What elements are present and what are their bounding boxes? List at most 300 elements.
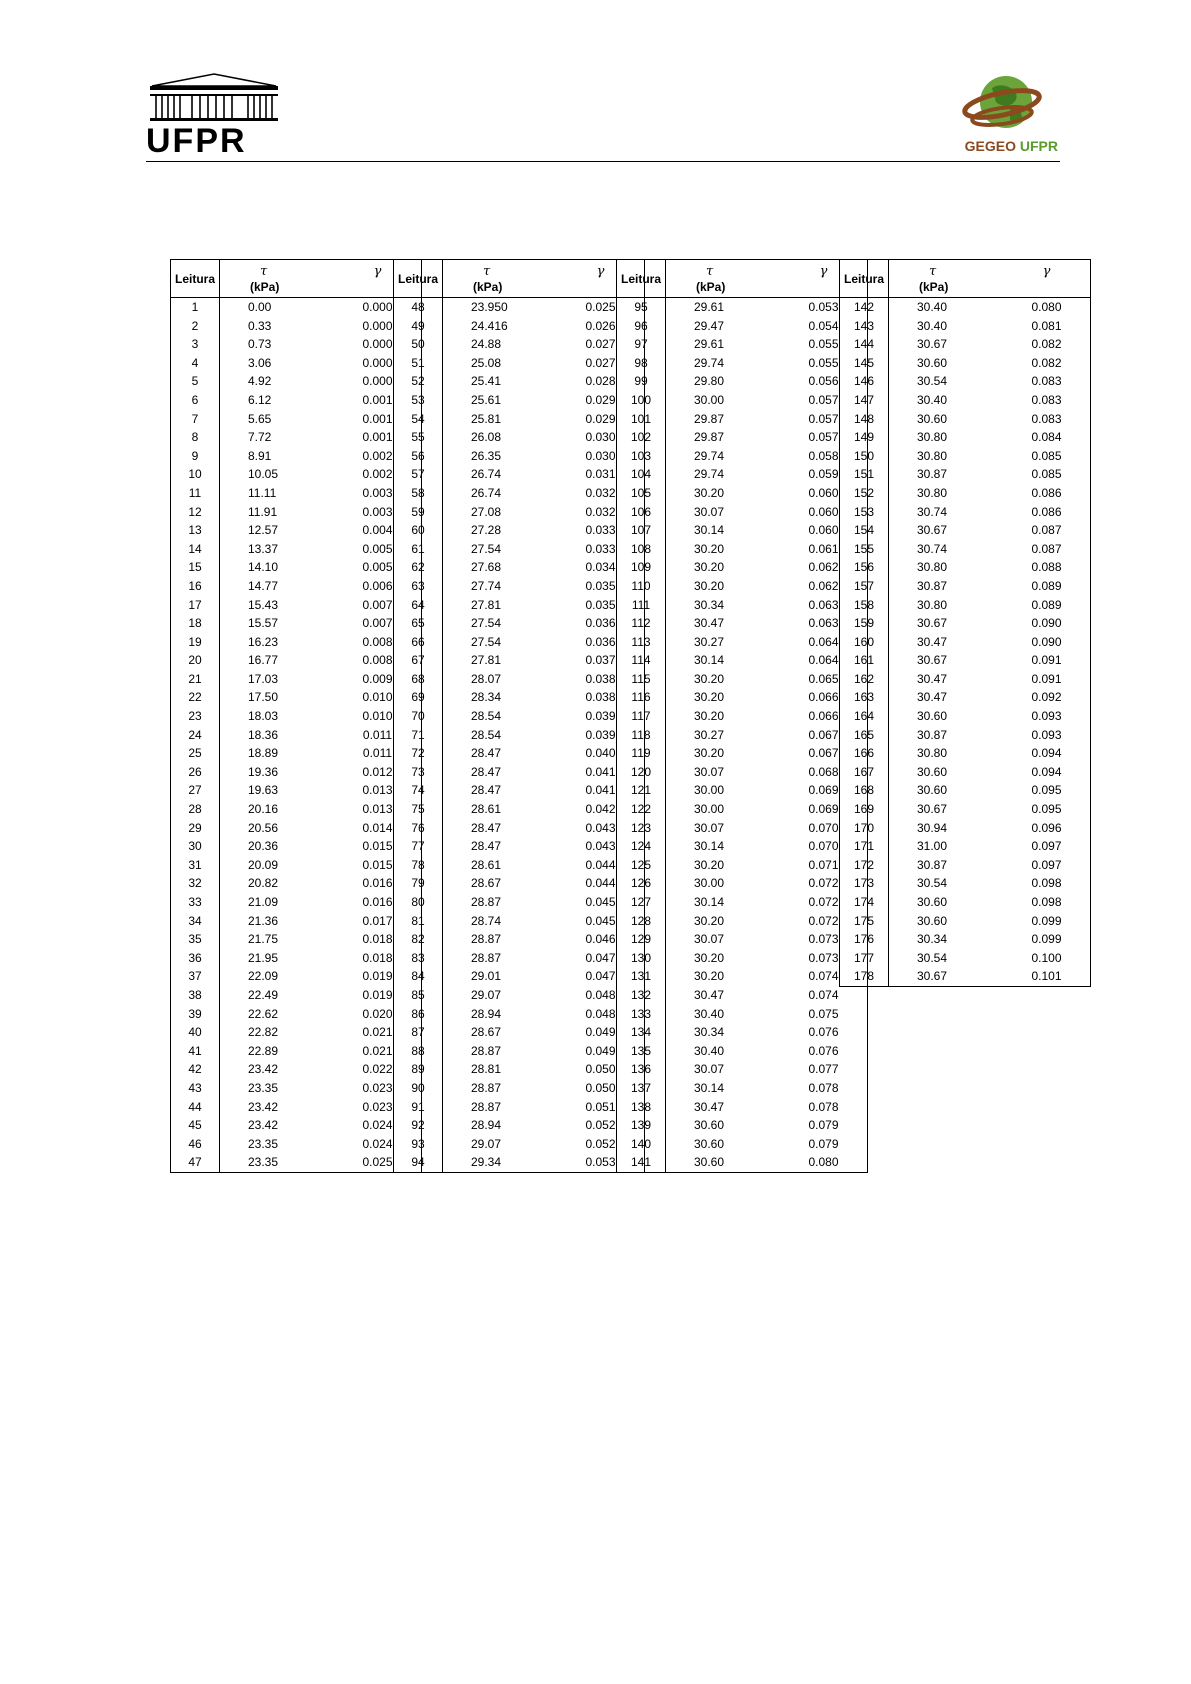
table-row [171,874,422,893]
table-row [394,912,645,931]
table-row [171,465,422,484]
gegeo-logo-text: GEGEO UFPR [964,138,1058,154]
reading-cell: 167 [840,763,889,782]
tau-cell: 30.40 [917,318,948,333]
table-row [171,391,422,410]
reading-cell: 59 [394,503,443,522]
tau-cell: 29.07 [471,1136,502,1151]
table-row [840,503,1091,522]
tau-cell: 29.34 [471,1155,502,1170]
tau-cell: 30.40 [917,392,948,407]
reading-cell: 108 [617,540,666,559]
gamma-cell: 0.032 [585,485,616,500]
tau-cell: 18.89 [248,746,279,761]
tau-cell: 20.09 [248,857,279,872]
tau-cell: 19.63 [248,783,279,798]
tau-cell: 30.60 [917,895,948,909]
gamma-cell: 0.033 [585,541,616,556]
reading-cell: 11 [171,484,220,503]
gamma-cell: 0.072 [808,876,839,891]
table-row [171,540,422,559]
tau-cell: 30.27 [694,634,725,649]
table-row [840,651,1091,670]
tau-cell: 29.61 [694,300,725,314]
table-row [617,633,868,652]
gamma-cell: 0.029 [585,392,616,407]
table-row [617,1023,868,1042]
reading-cell: 41 [171,1042,220,1061]
tau-cell: 16.77 [248,653,279,668]
table-row [617,893,868,912]
reading-cell: 88 [394,1042,443,1061]
gamma-cell: 0.005 [362,541,393,556]
table-row [840,967,1091,986]
reading-cell: 34 [171,912,220,931]
table-row [171,484,422,503]
tau-cell: 28.54 [471,709,502,724]
reading-cell: 73 [394,763,443,782]
tau-cell: 27.54 [471,634,502,649]
gamma-cell: 0.083 [1031,392,1062,407]
tau-cell: 7.72 [248,430,272,445]
reading-cell: 77 [394,837,443,856]
table-header-row [171,260,422,298]
gamma-cell: 0.041 [585,764,616,779]
table-row [617,837,868,856]
column-header-reading: Leitura [840,260,889,298]
table-row [840,781,1091,800]
table-row [617,410,868,429]
gamma-cell: 0.055 [808,355,839,370]
table-header-row [394,260,645,298]
tau-cell: 30.20 [694,913,725,928]
tau-cell: 30.60 [917,764,948,779]
table-row [840,930,1091,949]
reading-cell: 130 [617,949,666,968]
reading-cell: 82 [394,930,443,949]
tau-cell: 30.14 [694,839,725,854]
tau-cell: 30.00 [694,392,725,407]
gamma-cell: 0.048 [585,1006,616,1021]
reading-cell: 9 [171,447,220,466]
table-row [840,335,1091,354]
table-row [394,577,645,596]
reading-cell: 174 [840,893,889,912]
table-row [617,1079,868,1098]
tau-cell: 27.28 [471,523,502,538]
gamma-cell: 0.072 [808,913,839,928]
tau-cell: 28.47 [471,746,502,761]
tau-cell: 28.87 [471,1043,502,1058]
gamma-cell: 0.070 [808,820,839,835]
table-row [840,670,1091,689]
table-row [171,447,422,466]
tau-cell: 22.89 [248,1043,279,1058]
tau-cell: 30.20 [694,578,725,593]
gamma-cell: 0.037 [585,653,616,668]
tau-cell: 29.47 [694,318,725,333]
reading-cell: 43 [171,1079,220,1098]
tau-cell: 18.36 [248,727,279,742]
tau-cell: 28.67 [471,876,502,891]
reading-cell: 168 [840,781,889,800]
reading-cell: 26 [171,763,220,782]
reading-cell: 29 [171,819,220,838]
column-header-gamma: γ [1003,260,1091,298]
table-row [840,391,1091,410]
table-row [840,577,1091,596]
table-row [171,781,422,800]
reading-cell: 151 [840,465,889,484]
reading-cell: 158 [840,596,889,615]
table-row [840,763,1091,782]
reading-cell: 80 [394,893,443,912]
tau-cell: 29.74 [694,355,725,370]
gamma-cell: 0.034 [585,560,616,575]
reading-cell: 105 [617,484,666,503]
reading-cell: 28 [171,800,220,819]
gamma-cell: 0.039 [585,727,616,742]
table-row [617,335,868,354]
table-row [394,558,645,577]
reading-cell: 99 [617,372,666,391]
tau-cell: 30.14 [694,523,725,538]
reading-cell: 162 [840,670,889,689]
reading-cell: 17 [171,596,220,615]
reading-cell: 153 [840,503,889,522]
reading-cell: 103 [617,447,666,466]
reading-cell: 177 [840,949,889,968]
tau-cell: 13.37 [248,541,279,556]
table-row [394,874,645,893]
table-row [171,856,422,875]
gamma-cell: 0.066 [808,709,839,724]
reading-cell: 136 [617,1060,666,1079]
reading-cell: 52 [394,372,443,391]
table-row [617,354,868,373]
table-row [617,986,868,1005]
tau-cell: 28.74 [471,913,502,928]
table-row [617,465,868,484]
gamma-cell: 0.064 [808,634,839,649]
gamma-cell: 0.098 [1031,895,1062,909]
tau-cell: 30.14 [694,1080,725,1095]
table-row [617,596,868,615]
table-row [394,967,645,986]
reading-cell: 62 [394,558,443,577]
gamma-cell: 0.035 [585,597,616,612]
gamma-cell: 0.019 [362,987,393,1002]
table-row [171,726,422,745]
tau-cell: 28.94 [471,1118,502,1133]
gamma-cell: 0.022 [362,1062,393,1077]
reading-cell: 126 [617,874,666,893]
reading-cell: 152 [840,484,889,503]
gamma-cell: 0.051 [585,1099,616,1114]
tau-cell: 30.20 [694,485,725,500]
tau-cell: 30.20 [694,857,725,872]
gamma-cell: 0.085 [1031,448,1062,463]
reading-cell: 74 [394,781,443,800]
tau-cell: 30.20 [694,746,725,761]
gamma-cell: 0.067 [808,727,839,742]
table-row [617,447,868,466]
table-row [394,1005,645,1024]
gamma-cell: 0.045 [585,913,616,928]
column-header-gamma: γ [557,260,645,298]
gamma-cell: 0.057 [808,430,839,445]
gamma-cell: 0.060 [808,485,839,500]
tau-cell: 28.87 [471,1099,502,1114]
table-row [394,688,645,707]
tau-cell: 22.62 [248,1006,279,1021]
reading-cell: 134 [617,1023,666,1042]
tau-cell: 30.74 [917,541,948,556]
reading-cell: 60 [394,521,443,540]
table-row [394,596,645,615]
table-row [394,726,645,745]
table-row [617,1098,868,1117]
reading-cell: 8 [171,428,220,447]
reading-cell: 164 [840,707,889,726]
table-row [394,744,645,763]
tau-cell: 23.42 [248,1062,279,1077]
table-row [617,298,868,317]
reading-cell: 81 [394,912,443,931]
table-row [171,1005,422,1024]
gamma-cell: 0.097 [1031,839,1062,854]
tau-cell: 30.07 [694,764,725,779]
gamma-cell: 0.070 [808,839,839,854]
reading-cell: 86 [394,1005,443,1024]
tau-cell: 15.57 [248,616,279,631]
gamma-cell: 0.101 [1031,969,1062,984]
table-row [617,484,868,503]
reading-cell: 79 [394,874,443,893]
tau-cell: 30.47 [917,671,948,686]
tau-cell: 30.60 [694,1155,725,1170]
gamma-cell: 0.004 [362,523,393,538]
gamma-cell: 0.046 [585,932,616,947]
reading-cell: 56 [394,447,443,466]
table-row [840,521,1091,540]
tau-cell: 30.60 [917,355,948,370]
table-row [394,391,645,410]
tau-cell: 30.80 [917,746,948,761]
tau-cell: 28.94 [471,1006,502,1021]
table-row [394,800,645,819]
tau-cell: 28.47 [471,820,502,835]
tau-cell: 23.35 [248,1155,279,1170]
table-row [394,410,645,429]
tau-cell: 30.87 [917,727,948,742]
table-row [394,1153,645,1172]
table-row [840,819,1091,838]
tau-cell: 21.95 [248,950,279,965]
gamma-cell: 0.000 [362,355,393,370]
reading-cell: 169 [840,800,889,819]
reading-cell: 163 [840,688,889,707]
reading-cell: 67 [394,651,443,670]
gamma-cell: 0.057 [808,392,839,407]
gamma-cell: 0.069 [808,783,839,798]
gamma-cell: 0.091 [1031,653,1062,668]
tau-cell: 25.08 [471,355,502,370]
tau-cell: 30.47 [694,1099,725,1114]
tau-cell: 15.43 [248,597,279,612]
reading-cell: 90 [394,1079,443,1098]
gamma-cell: 0.065 [808,671,839,686]
table-row [394,1135,645,1154]
table-row [171,967,422,986]
gamma-cell: 0.064 [808,653,839,668]
tau-cell: 21.09 [248,895,279,909]
data-table-block-4 [839,259,1091,987]
table-row [840,912,1091,931]
gamma-cell: 0.093 [1031,709,1062,724]
gamma-cell: 0.027 [585,337,616,352]
table-row [394,1023,645,1042]
gamma-cell: 0.077 [808,1062,839,1077]
gamma-cell: 0.078 [808,1080,839,1095]
gamma-cell: 0.038 [585,671,616,686]
gamma-cell: 0.021 [362,1043,393,1058]
gamma-cell: 0.063 [808,616,839,631]
tau-cell: 30.54 [917,876,948,891]
table-row [394,428,645,447]
table-row [171,614,422,633]
table-row [617,558,868,577]
table-row [840,465,1091,484]
gamma-cell: 0.089 [1031,578,1062,593]
table-row [171,335,422,354]
reading-cell: 121 [617,781,666,800]
gamma-cell: 0.024 [362,1136,393,1151]
gamma-cell: 0.049 [585,1025,616,1040]
tau-cell: 30.94 [917,820,948,835]
gamma-cell: 0.100 [1031,950,1062,965]
tau-cell: 30.87 [917,857,948,872]
tau-cell: 20.16 [248,802,279,817]
table-row [394,372,645,391]
table-row [171,596,422,615]
reading-cell: 161 [840,651,889,670]
table-row [171,670,422,689]
table-row [617,428,868,447]
gamma-cell: 0.090 [1031,634,1062,649]
gamma-cell: 0.068 [808,764,839,779]
table-row [171,298,422,317]
page-header [146,70,1060,162]
reading-cell: 113 [617,633,666,652]
table-row [171,633,422,652]
table-row [394,503,645,522]
reading-cell: 132 [617,986,666,1005]
reading-cell: 148 [840,410,889,429]
tau-cell: 24.416 [471,318,508,333]
tau-cell: 30.20 [694,690,725,705]
reading-cell: 138 [617,1098,666,1117]
table-row [394,819,645,838]
gamma-cell: 0.017 [362,913,393,928]
table-row [394,484,645,503]
gamma-cell: 0.060 [808,523,839,538]
tau-cell: 30.54 [917,950,948,965]
gamma-cell: 0.047 [585,950,616,965]
reading-cell: 92 [394,1116,443,1135]
data-table-block-1 [170,259,422,1173]
tau-cell: 30.60 [694,1136,725,1151]
table-row [171,986,422,1005]
gamma-cell: 0.013 [362,802,393,817]
tau-cell: 30.47 [694,987,725,1002]
gamma-cell: 0.058 [808,448,839,463]
gamma-cell: 0.098 [1031,876,1062,891]
gamma-cell: 0.088 [1031,560,1062,575]
gamma-cell: 0.000 [362,300,393,314]
table-row [840,744,1091,763]
reading-cell: 100 [617,391,666,410]
table-row [394,930,645,949]
tau-cell: 29.61 [694,337,725,352]
tau-cell: 22.49 [248,987,279,1002]
reading-cell: 101 [617,410,666,429]
table-row [171,503,422,522]
gamma-cell: 0.043 [585,839,616,854]
reading-cell: 3 [171,335,220,354]
tau-cell: 0.73 [248,337,272,352]
tau-cell: 30.14 [694,653,725,668]
tau-cell: 30.40 [694,1043,725,1058]
table-row [840,856,1091,875]
table-row [171,1042,422,1061]
reading-cell: 140 [617,1135,666,1154]
tau-cell: 30.67 [917,616,948,631]
gamma-cell: 0.023 [362,1099,393,1114]
gamma-cell: 0.074 [808,969,839,984]
tau-cell: 30.07 [694,820,725,835]
tau-cell: 30.67 [917,653,948,668]
reading-cell: 110 [617,577,666,596]
reading-cell: 83 [394,949,443,968]
table-row [617,856,868,875]
reading-cell: 144 [840,335,889,354]
reading-cell: 69 [394,688,443,707]
table-row [617,1153,868,1172]
gamma-cell: 0.059 [808,467,839,482]
table-row [617,1135,868,1154]
tau-cell: 28.34 [471,690,502,705]
reading-cell: 55 [394,428,443,447]
gamma-cell: 0.039 [585,709,616,724]
gamma-cell: 0.047 [585,969,616,984]
tau-cell: 28.47 [471,839,502,854]
table-row [171,410,422,429]
table-row [617,670,868,689]
gamma-cell: 0.066 [808,690,839,705]
table-row [171,688,422,707]
table-row [840,614,1091,633]
tau-cell: 27.74 [471,578,502,593]
reading-cell: 178 [840,967,889,986]
reading-cell: 149 [840,428,889,447]
tau-cell: 30.07 [694,1062,725,1077]
reading-cell: 40 [171,1023,220,1042]
gamma-cell: 0.040 [585,746,616,761]
gamma-cell: 0.001 [362,392,393,407]
reading-cell: 97 [617,335,666,354]
gamma-cell: 0.000 [362,337,393,352]
